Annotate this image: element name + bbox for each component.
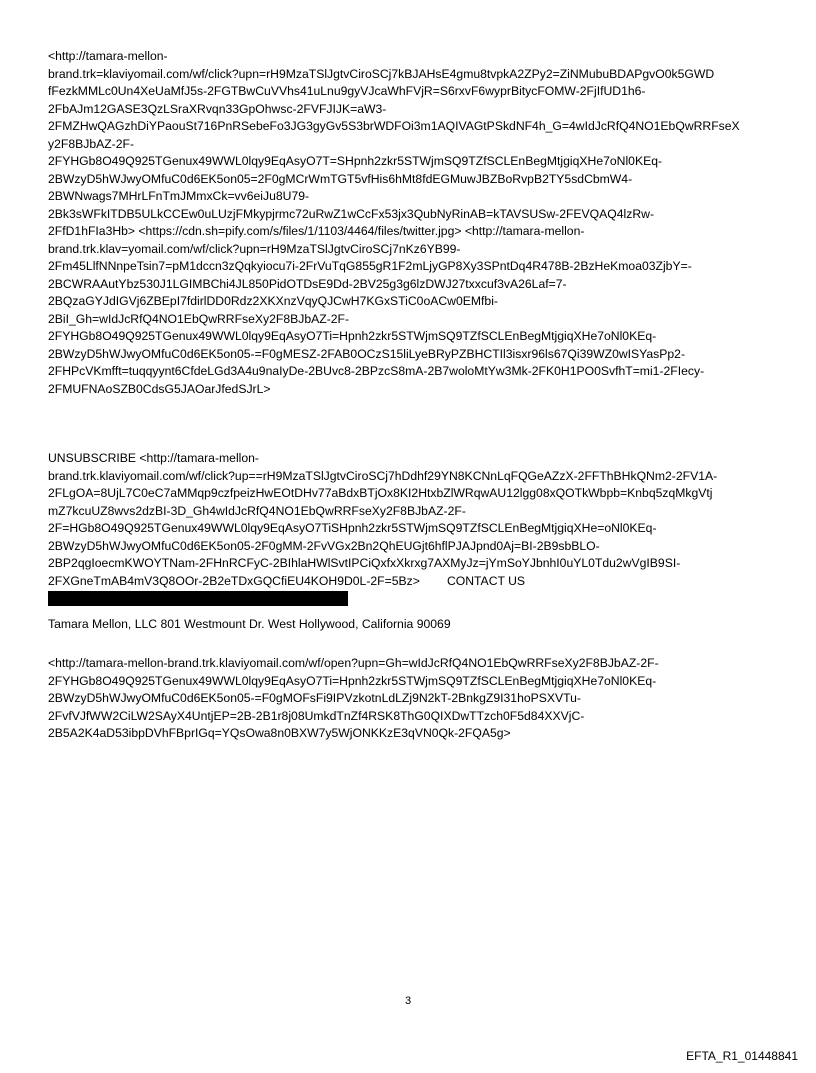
redaction-bar [48,591,348,606]
text-line: brand.trk.klav=yomail.com/wf/click?upn=rH9MzaTSlJgtvCiroSCj7nKz6YB99- [48,241,461,256]
text-line: <http://tamara-mellon- [48,49,168,63]
unsubscribe-link[interactable]: UNSUBSCRIBE <http://tamara-mellon- [48,451,259,465]
text-line: 2FfD1hFIa3Hb> <https://cdn.sh=pify.com/s/files/1/1103/4464/files/twitter.jpg> <http://tamara-mellon- [48,224,585,238]
bates-number: EFTA_R1_01448841 [686,1049,798,1063]
spacer [48,398,778,450]
text-line: <http://tamara-mellon-brand.trk.klaviyomail.com/wf/open?upn=Gh=wIdJcRfQ4NO1EbQwRRFseXy2F8BJbAZ-2F- [48,656,659,670]
unsubscribe-block [48,450,778,608]
text-line: 2Fm45LlfNNnpeTsin7=pM1dccn3zQqkyiocu7i-2FrVuTqG855gR1F2mLjyGP8Xy3SPntDq4R478B-2BzHeKmoa03ZjbY=- [48,259,692,273]
text-line: mZ7kcuUZ8wvs2dzBI-3D_Gh4wIdJcRfQ4NO1EbQwRRFseXy2F8BJbAZ-2F- [48,503,466,518]
tracking-link-block [48,48,778,398]
text-line: 2BP2qgIoecmKWOYTNam-2FHnRCFyC-2BIhlaHWlSvtIPCiQxfxXkrxg7AXMyJz=jYmSoYJbnhI0uYL0Tdu2wVgIB9SI- [48,556,681,570]
text-line: 2BiI_Gh=wIdJcRfQ4NO1EbQwRRFseXy2F8BJbAZ-2F- [48,311,350,326]
text-line: 2FYHGb8O49Q925TGenux49WWL0lqy9EqAsyO7Ti=Hpnh2zkr5STWjmSQ9TZfSCLEnBegMtjgiqXHe7oNl0KEq- [48,329,657,343]
text-line: 2BWzyD5hWJwyOMfuC0d6EK5on05-=F0gMESZ-2FAB0OCzS15liLyeBRyPZBHCTIl3isxr96ls67Qi39WZ0wISYasPp2- [48,346,686,361]
text-line: 2B5A2K4aD53ibpDVhFBprIGq=YQsOwa8n0BXW7y5WjONKKzE3qVN0Qk-2FQA5g> [48,726,511,740]
text-line: 2FHPcVKmfft=tuqqyynt6CfdeLGd3A4u9naIyDe-2BUvc8-2BPzcS8mA-2B7woloMtYw3Mk-2FK0H1PO0SvfhT=mi1-2FIecy- [48,364,705,378]
document-body [48,48,778,743]
open-tracking-block [48,655,778,743]
spacer [48,608,778,616]
text-line: 2BWNwags7MHrLFnTmJMmxCk=vv6eiJu8U79- [48,189,310,203]
text-line: 2FvfVJfWW2CiLW2SAyX4UntjEP=2B-2B1r8j08UmkdTnZf4RSK8ThG0QIXDwTTzch0F5d84XXVjC- [48,708,585,723]
company-address: Tamara Mellon, LLC 801 Westmount Dr. West Hollywood, California 90069 [48,616,451,631]
text-line: 2FMZHwQAGzhDiYPaouSt716PnRSebeFo3JG3gyGv5S3brWDFOi3m1AQIVAGtPSkdNF4h_G=4wIdJcRfQ4NO1EbQwRRFseX [48,119,740,133]
text-line: 2Bk3sWFkITDB5ULkCCEw0uLUzjFMkypjrmc72uRwZ1wCcFx53jx3QubNyRinAB=kTAVSUSw-2FEVQAQ4lzRw- [48,206,655,221]
text-line: 2BWzyD5hWJwyOMfuC0d6EK5on05=2F0gMCrWmTGT5vfHis6hMt8fdEGMuwJBZBoRvpB2TY5sdCbmW4- [48,171,633,186]
text-line: 2BQzaGYJdIGVj6ZBEpI7fdirlDD0Rdz2XKXnzVqyQJCwH7KGxSTiC0oACw0EMfbi- [48,294,498,308]
text-line: 2FYHGb8O49Q925TGenux49WWL0lqy9EqAsyO7Ti=Hpnh2zkr5STWjmSQ9TZfSCLEnBegMtjgiqXHe7oNl0KEq- [48,673,657,688]
text-line: y2F8BJbAZ-2F- [48,136,135,151]
contact-us-link[interactable]: CONTACT US [446,573,526,588]
text-line: brand.trk=klaviyomail.com/wf/click?upn=rH9MzaTSlJgtvCiroSCj7kBJAHsE4gmu8tvpkA2ZPy2=ZiNMubuBDAPgvO0k5GWD [48,66,715,81]
text-line: 2FbAJm12GASE3QzLSraXRvqn33GpOhwsc-2FVFJIJK=aW3- [48,101,387,116]
text-line: 2BWzyD5hWJwyOMfuC0d6EK5on05-2F0gMM-2FvVGx2Bn2QhEUGjt6hflPJAJpnd0Aj=BI-2B9sbBLO- [48,538,600,553]
text-line [48,573,778,591]
text-line: 2FYHGb8O49Q925TGenux49WWL0lqy9EqAsyO7T=SHpnh2zkr5STWjmSQ9TZfSCLEnBegMtjgiqXHe7oNl0KEq- [48,154,663,168]
text-line: fFezkMMLc0Un4XeUaMfJ5s-2FGTBwCuVVhs41uLnu9gyVJcaWhFVjR=S6rxvF6wyprBitycFOMW-2FjIfUD1h6- [48,84,646,98]
redaction-line [48,590,778,608]
text-line: 2BCWRAAutYbz530J1LGIMBChi4JL850PidOTDsE9Dd-2BV25g3g6lzDWJ27txxcuf3vA26Laf=7- [48,276,567,291]
spacer [48,633,778,655]
text-line: 2F=HGb8O49Q925TGenux49WWL0lqy9EqAsyO7TiSHpnh2zkr5STWjmSQ9TZfSCLEnBegMtjgiqXHe=oNl0KEq- [48,521,657,535]
text-line: brand.trk.klaviyomail.com/wf/click?up==rH9MzaTSlJgtvCiroSCj7hDdhf29YN8KCNnLqFQGeAZzX-2FFThBHkQNm2-2FV1A- [48,468,718,483]
text-line: 2FMUFNAoSZB0CdsG5JAOarJfedSJrL> [48,381,271,396]
text-line: 2BWzyD5hWJwyOMfuC0d6EK5on05-=F0gMOFsFi9IPVzkotnLdLZj9N2kT-2BnkgZ9I31hoPSXVTu- [48,691,581,705]
text-line: 2FLgOA=8UjL7C0eC7aMMqp9czfpeizHwEOtDHv77aBdxBTjOx8KI2HtxbZlWRqwAU12lgg08xQOTkWbpb=Knbq5zqMkgVtj [48,486,713,500]
page-number: 3 [404,995,412,1007]
text-line-content: 2FXGneTmAB4mV3Q8OOr-2B2eTDxGQCfiEU4KOH9D0L-2F=5Bz> [48,573,420,588]
